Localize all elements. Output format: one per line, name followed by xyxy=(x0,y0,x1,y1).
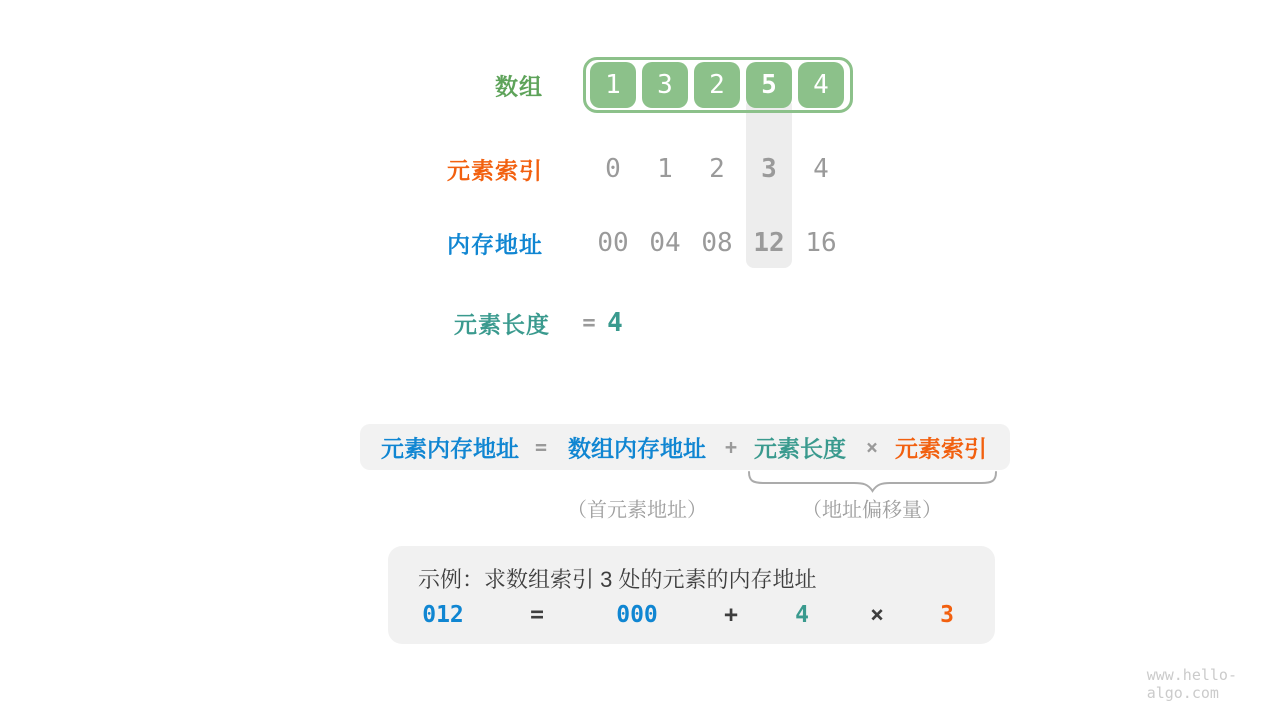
address-value: 00 xyxy=(597,228,629,258)
index-value-highlighted: 3 xyxy=(761,154,777,184)
formula-term-element-index: 元素索引 xyxy=(895,435,987,462)
address-row-label: 内存地址 xyxy=(447,231,543,258)
address-value: 08 xyxy=(701,228,733,258)
example-plus-sign: + xyxy=(724,602,738,628)
example-box xyxy=(388,546,995,644)
array-cell-value: 4 xyxy=(813,70,829,100)
example-result-address: 012 xyxy=(422,602,464,628)
index-row-label: 元素索引 xyxy=(447,157,543,184)
formula-multiply-sign: × xyxy=(865,435,879,459)
example-index-value: 3 xyxy=(940,602,954,628)
formula-term-element-length: 元素长度 xyxy=(754,435,846,462)
array-cell-value: 3 xyxy=(657,70,673,100)
formula-plus-sign: + xyxy=(724,435,738,459)
example-title: 示例：求数组索引 3 处的元素的内存地址 xyxy=(418,567,817,592)
array-cell-value: 5 xyxy=(761,70,777,100)
array-cell xyxy=(590,62,636,108)
index-value: 4 xyxy=(813,154,829,184)
address-value: 04 xyxy=(649,228,681,258)
index-value: 1 xyxy=(657,154,673,184)
example-multiply-sign: × xyxy=(870,602,884,628)
offset-brace xyxy=(748,470,997,494)
index-value: 0 xyxy=(605,154,621,184)
example-base-address: 000 xyxy=(616,602,658,628)
array-cell-highlighted xyxy=(746,62,792,108)
watermark: www.hello-algo.com xyxy=(1146,666,1237,702)
annotation-address-offset: （地址偏移量） xyxy=(802,499,942,522)
index-value: 2 xyxy=(709,154,725,184)
array-cell-value: 2 xyxy=(709,70,725,100)
length-value: 4 xyxy=(607,308,623,338)
array-cell xyxy=(798,62,844,108)
array-row-label: 数组 xyxy=(495,73,543,100)
array-cell-value: 1 xyxy=(605,70,621,100)
address-value-highlighted: 12 xyxy=(753,228,785,258)
array-cell xyxy=(694,62,740,108)
length-row-label: 元素长度 xyxy=(454,311,550,338)
length-equals-sign: = xyxy=(582,310,596,336)
formula-term-element-address: 元素内存地址 xyxy=(381,435,519,462)
array-cell xyxy=(642,62,688,108)
example-length-value: 4 xyxy=(795,602,809,628)
address-value: 16 xyxy=(805,228,837,258)
annotation-first-element-address: （首元素地址） xyxy=(567,499,707,522)
formula-term-array-address: 数组内存地址 xyxy=(568,435,706,462)
array-container xyxy=(583,57,853,113)
example-equals-sign: = xyxy=(530,602,544,628)
formula-equals-sign: = xyxy=(534,435,548,459)
